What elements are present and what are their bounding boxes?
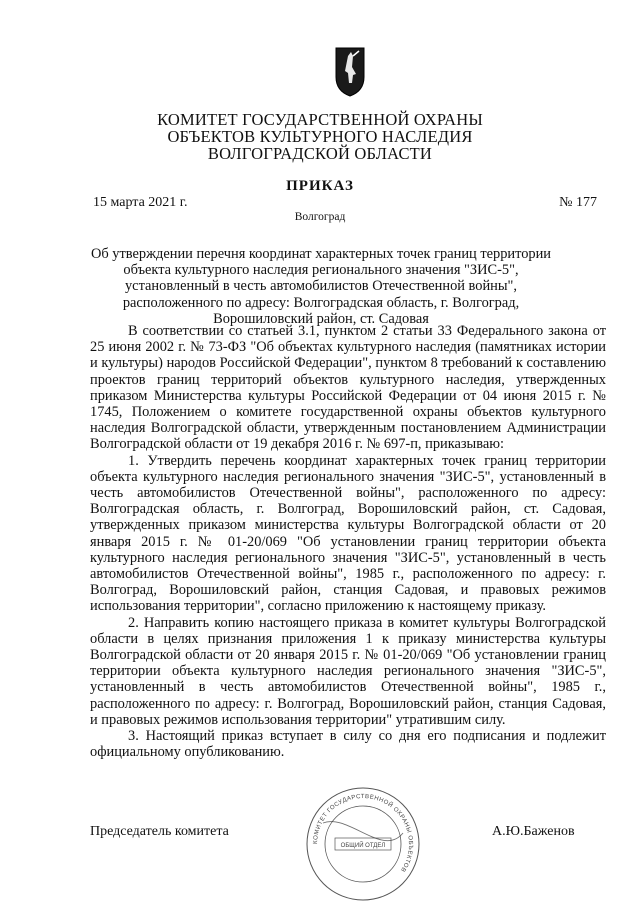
item-1-paragraph: 1. Утвердить перечень координат характерных точек границ территории объекта культурного наследия регионального значения "ЗИС-5", установленный в честь автомобилистов Отечественной войны", расположенного по адресу: Волгоградская область, г. Волгоград, Ворошиловский район, ст. Садовая, утвержденных приказом министерства культуры Волгоградской области от 20 января 2015 г. № 01-20/069 "Об установлении границ территории объекта культурного наследия регионального значения "ЗИС-5", установленный в честь автомобилистов Отечественной войны", 1985 г., расположенного по адресу: г. Волгоград, Ворошиловский район, станция Садовая, и правовых режимов использования территории", согласно приложению к настоящему приказу.: [90, 452, 606, 615]
committee-name-line-1: КОМИТЕТ ГОСУДАРСТВЕННОЙ ОХРАНЫ: [157, 110, 483, 129]
document-subject: Об утверждении перечня координат характерных точек границ территории объекта культурного наследия регионального значения "ЗИС-5", установленный в честь автомобилистов Отечественной войны", расположенного по адресу: Волгоградская область, г. Волгоград, Ворошиловский район, ст. Садовая: [91, 246, 551, 327]
document-type-title: ПРИКАЗ: [286, 178, 354, 194]
document-date: 15 марта 2021 г.: [93, 195, 188, 210]
document-city: Волгоград: [294, 211, 346, 223]
signatory-title: Председатель комитета: [90, 824, 229, 839]
document-body: [90, 323, 606, 760]
preamble-paragraph: В соответствии со статьей 3.1, пунктом 2 статьи 33 Федерального закона от 25 июня 2002 г. № 73-ФЗ "Об объектах культурного наследия (памятниках истории и культуры) народов Российской Федерации", пунктом 8 требований к составлению проектов границ территорий объектов культурного наследия, утвержденных приказом Министерства культуры Российской Федерации от 04 июня 2015 г. № 1745, Положением о комитете государственной охраны объектов культурного наследия Волгоградской области, утвержденным постановлением Администрации Волгоградской области от 19 декабря 2016 г. № 697-п, приказываю:: [90, 323, 606, 453]
stamp-ring-text: КОМИТЕТ ГОСУДАРСТВЕННОЙ ОХРАНЫ ОБЪЕКТОВ: [312, 793, 414, 873]
coat-of-arms-emblem: [335, 47, 365, 97]
signatory-name: А.Ю.Баженов: [492, 824, 575, 839]
official-seal-stamp: [293, 783, 433, 905]
document-number: № 177: [559, 195, 597, 210]
committee-name-line-3: ВОЛГОГРАДСКОЙ ОБЛАСТИ: [207, 144, 433, 163]
committee-name-line-2: ОБЪЕКТОВ КУЛЬТУРНОГО НАСЛЕДИЯ: [167, 127, 473, 146]
item-3-paragraph: 3. Настоящий приказ вступает в силу со дня его подписания и подлежит официальному опубликованию.: [90, 728, 606, 761]
stamp-center-text: ОБЩИЙ ОТДЕЛ: [340, 843, 386, 849]
item-2-paragraph: 2. Направить копию настоящего приказа в комитет культуры Волгоградской области в целях признания приложения 1 к приказу министерства культуры Волгоградской области от 20 января 2015 г. № 01-20/069 "Об установлении границ территории объекта культурного наследия регионального значения "ЗИС-5", установленный в честь автомобилистов Отечественной войны", 1985 г., расположенного по адресу: г. Волгоград, Ворошиловский район, станция Садовая, и правовых режимов использования территории" утратившим силу.: [90, 614, 606, 728]
